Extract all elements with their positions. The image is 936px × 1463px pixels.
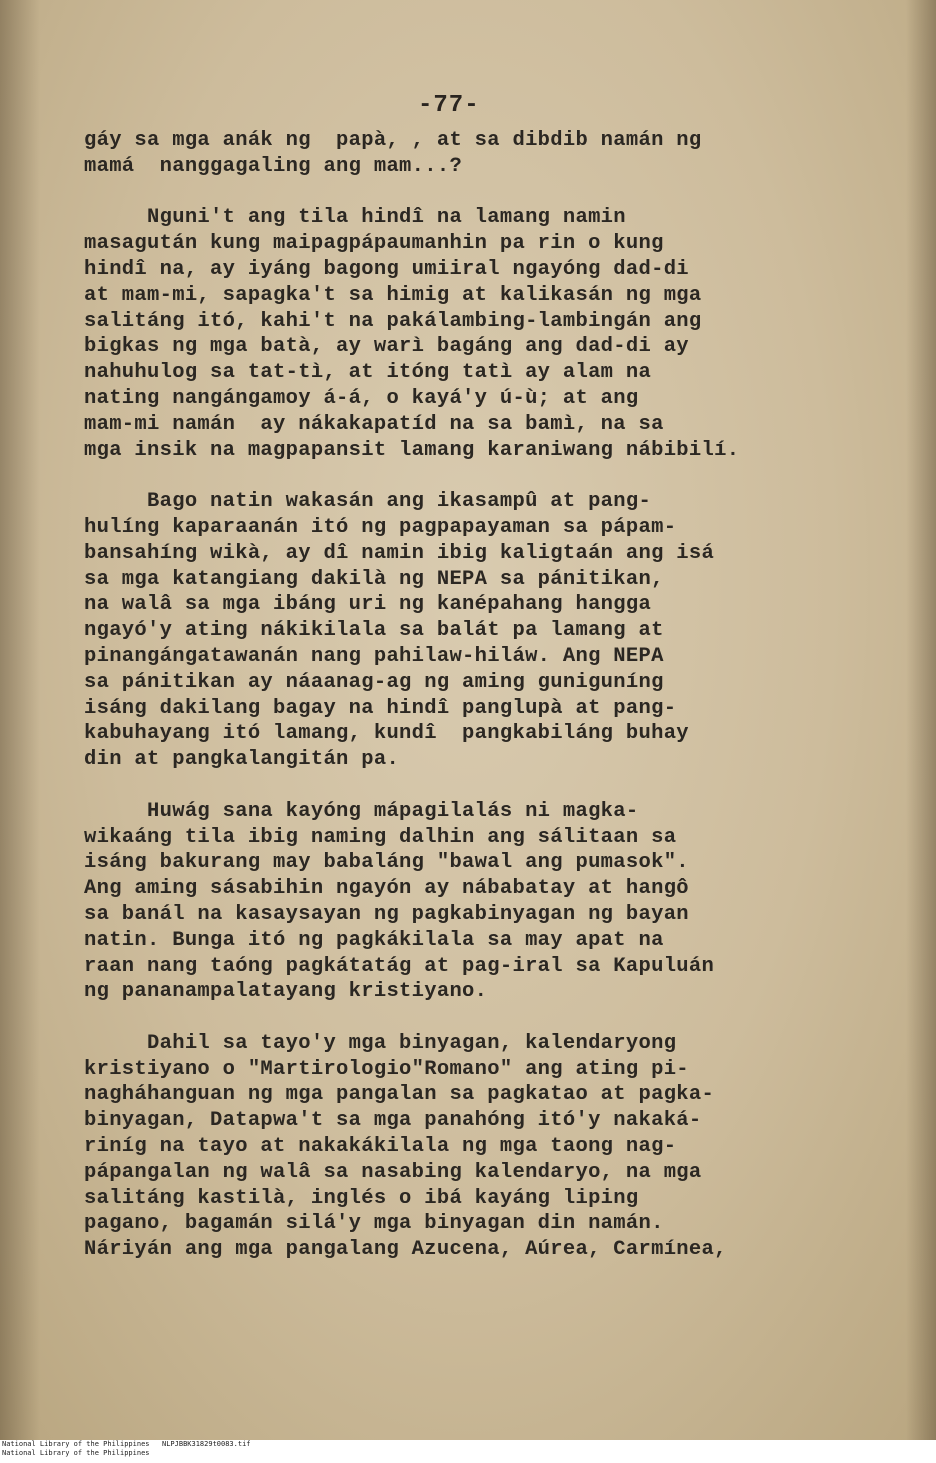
text-line: hindî na, ay iyáng bagong umiiral ngayóng dad-di <box>84 257 689 281</box>
paragraph-gap <box>84 463 884 489</box>
text-line: mga insik na magpapansit lamang karaniwang nábibilí. <box>84 438 740 462</box>
text-line: Bago natin wakasán ang ikasampû at pang- <box>84 490 652 514</box>
text-line: kabuhayang itó lamang, kundî pangkabiláng buhay <box>84 722 689 746</box>
text-line: isáng bakurang may babaláng "bawal ang pumasok". <box>84 851 689 875</box>
text-line: Náriyán ang mga pangalang Azucena, Aúrea, Carmínea, <box>84 1238 727 1262</box>
paragraph-gap <box>84 1005 884 1031</box>
text-line: ngayó'y ating nákikilala sa balát pa lamang at <box>84 619 664 643</box>
text-line: salitáng kastilà, inglés o ibá kayáng liping <box>84 1186 639 1210</box>
text-line: kristiyano o "Martirologio"Romano" ang ating pi- <box>84 1057 689 1081</box>
text-line: isáng dakilang bagay na hindî panglupà at pang- <box>84 696 677 720</box>
text-line: natin. Bunga itó ng pagkákilala sa may apat na <box>84 928 664 952</box>
text-line: riníg na tayo at nakakákilala ng mga taong nag- <box>84 1135 677 1159</box>
text-line: hulíng kaparaanán itó ng pagpapayaman sa pápam- <box>84 515 677 539</box>
page-number: -77- <box>418 92 480 119</box>
paragraph-gap <box>84 773 884 799</box>
text-line: nahuhulog sa tat-tì, at itóng tatì ay alam na <box>84 361 652 385</box>
text-line: nating nangángamoy á-á, o kayá'y ú-ù; at ang <box>84 386 639 410</box>
text-line: din at pangkalangitán pa. <box>84 748 400 772</box>
footer-filename: NLPJBBK31829t0083.tif <box>162 1440 251 1448</box>
text-line: mam-mi namán ay nákakapatíd na sa bamì, na sa <box>84 412 664 436</box>
text-line: at mam-mi, sapagka't sa himig at kalikasán ng mga <box>84 283 702 307</box>
text-line: sa mga katangiang dakilà ng NEPA sa pánitikan, <box>84 567 664 591</box>
text-line: wikaáng tila ibig naming dalhin ang sálitaan sa <box>84 825 677 849</box>
footer-source-line-1: National Library of the Philippines <box>2 1440 150 1448</box>
text-line: gáy sa mga anák ng papà, , at sa dibdib namán ng <box>84 129 702 152</box>
text-line: masagután kung maipagpápaumanhin pa rin o kung <box>84 232 664 256</box>
text-line: raan nang taóng pagkátatág at pag-iral sa Kapuluán <box>84 954 715 978</box>
text-line: nagháhanguan ng mga pangalan sa pagkatao at pagka- <box>84 1083 715 1107</box>
text-line: Ang aming sásabihin ngayón ay nábabatay at hangô <box>84 877 689 901</box>
text-line: Nguni't ang tila hindî na lamang namin <box>84 206 626 230</box>
text-line: Huwág sana kayóng mápagilalás ni magka- <box>84 799 639 823</box>
footer-source-line-2: National Library of the Philippines <box>2 1449 150 1457</box>
text-line: ng pananampalatayang kristiyano. <box>84 980 488 1004</box>
text-line: bigkas ng mga batà, ay warì bagáng ang dad-di ay <box>84 335 689 359</box>
text-line: salitáng itó, kahi't na pakálambing-lambingán ang <box>84 309 702 333</box>
text-line: na walâ sa mga ibáng uri ng kanépahang hangga <box>84 593 652 617</box>
text-line: mamá nanggagaling ang mam...? <box>84 154 463 178</box>
text-line: bansahíng wikà, ay dî namin ibig kaligtaán ang isá <box>84 541 715 565</box>
body-text <box>84 128 884 1263</box>
text-line: pinangángatawanán nang pahilaw-hiláw. Ang NEPA <box>84 644 664 668</box>
text-line: binyagan, Datapwa't sa mga panahóng itó'y nakaká- <box>84 1109 702 1133</box>
text-line: Dahil sa tayo'y mga binyagan, kalendaryong <box>84 1031 677 1055</box>
paragraph-gap <box>84 180 884 206</box>
text-line: sa pánitikan ay náaanag-ag ng aming guniguníng <box>84 670 664 694</box>
text-line: pagano, bagamán silá'y mga binyagan din namán. <box>84 1212 664 1236</box>
text-line: sa banál na kasaysayan ng pagkabinyagan ng bayan <box>84 902 689 926</box>
archive-footer <box>0 1440 936 1463</box>
text-line: pápangalan ng walâ sa nasabing kalendaryo, na mga <box>84 1160 702 1184</box>
